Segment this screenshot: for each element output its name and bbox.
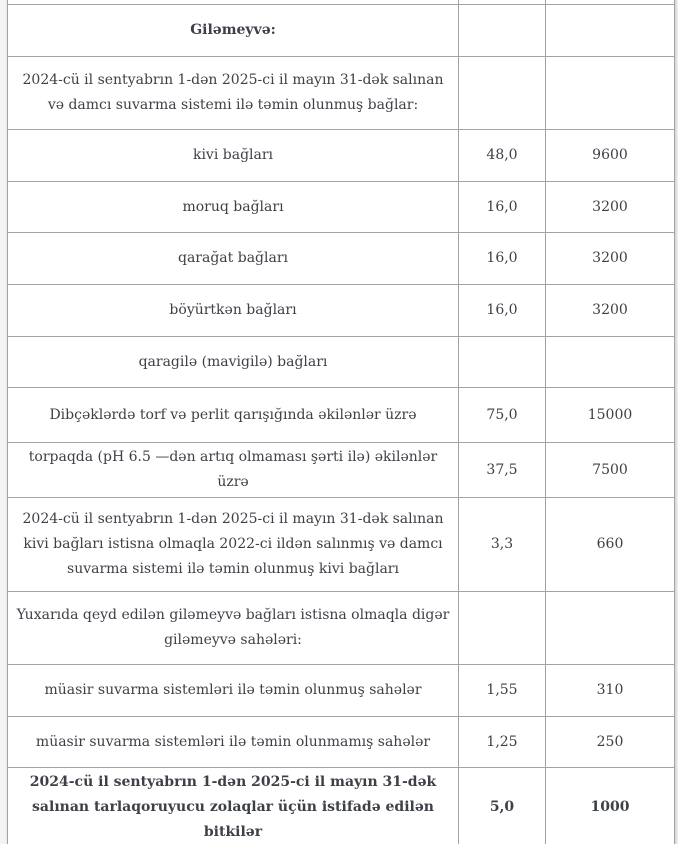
table-row (8, 5, 675, 57)
table-row (8, 337, 675, 388)
table-row (8, 285, 675, 337)
item-cell: moruq bağları (8, 182, 459, 233)
value1-cell: 37,5 (459, 443, 546, 498)
value2-cell (546, 5, 675, 57)
value1-cell: 48,0 (459, 130, 546, 182)
item-cell: böyürtkən bağları (8, 285, 459, 337)
value2-cell: 660 (546, 498, 675, 592)
value1-cell (459, 592, 546, 665)
value2-cell: 7500 (546, 443, 675, 498)
table-row (8, 592, 675, 665)
value1-cell: 16,0 (459, 285, 546, 337)
table-row (8, 388, 675, 443)
value1-cell: 1,55 (459, 665, 546, 717)
item-cell: qaragilə (mavigilə) bağları (8, 337, 459, 388)
item-cell: 2024-cü il sentyabrın 1-dən 2025-ci il mayın 31-dək salınan tarlaqoruyucu zolaqlar üçün istifadə edilən bitkilər (8, 768, 459, 844)
value1-cell: 3,3 (459, 498, 546, 592)
value1-cell: 5,0 (459, 768, 546, 844)
value2-cell (546, 57, 675, 130)
value1-cell: 16,0 (459, 233, 546, 285)
item-cell: kivi bağları (8, 130, 459, 182)
value1-cell (459, 337, 546, 388)
value1-cell: 1,25 (459, 717, 546, 768)
item-cell: torpaqda (pH 6.5 —dən artıq olmaması şərti ilə) əkilənlər üzrə (8, 443, 459, 498)
value2-cell: 15000 (546, 388, 675, 443)
value2-cell: 3200 (546, 285, 675, 337)
table-row (8, 717, 675, 768)
tariff-table (7, 0, 675, 844)
item-cell: Giləmeyvə: (8, 5, 459, 57)
value2-cell: 3200 (546, 182, 675, 233)
table-row (8, 443, 675, 498)
item-cell: müasir suvarma sistemləri ilə təmin olunmuş sahələr (8, 665, 459, 717)
value2-cell: 250 (546, 717, 675, 768)
value1-cell: 75,0 (459, 388, 546, 443)
table-row (8, 498, 675, 592)
value2-cell: 1000 (546, 768, 675, 844)
value2-cell (546, 337, 675, 388)
tariff-table-body (8, 0, 675, 844)
item-cell: 2024-cü il sentyabrın 1-dən 2025-ci il mayın 31-dək salınan və damcı suvarma sistemi ilə təmin olunmuş bağlar: (8, 57, 459, 130)
table-row (8, 130, 675, 182)
value1-cell (459, 5, 546, 57)
item-cell: 2024-cü il sentyabrın 1-dən 2025-ci il mayın 31-dək salınan kivi bağları istisna olmaqla 2022-ci ildən salınmış və damcı suvarma sistemi ilə təmin olunmuş kivi bağları (8, 498, 459, 592)
table-row (8, 182, 675, 233)
value2-cell: 3200 (546, 233, 675, 285)
value1-cell (459, 57, 546, 130)
item-cell: Yuxarıda qeyd edilən giləmeyvə bağları istisna olmaqla digər giləmeyvə sahələri: (8, 592, 459, 665)
item-cell: qarağat bağları (8, 233, 459, 285)
table-row (8, 57, 675, 130)
value2-cell: 9600 (546, 130, 675, 182)
value2-cell (546, 592, 675, 665)
table-row (8, 233, 675, 285)
table-row (8, 665, 675, 717)
item-cell: Dibçəklərdə torf və perlit qarışığında əkilənlər üzrə (8, 388, 459, 443)
value1-cell: 16,0 (459, 182, 546, 233)
item-cell: müasir suvarma sistemləri ilə təmin olunmamış sahələr (8, 717, 459, 768)
table-row (8, 768, 675, 844)
value2-cell: 310 (546, 665, 675, 717)
